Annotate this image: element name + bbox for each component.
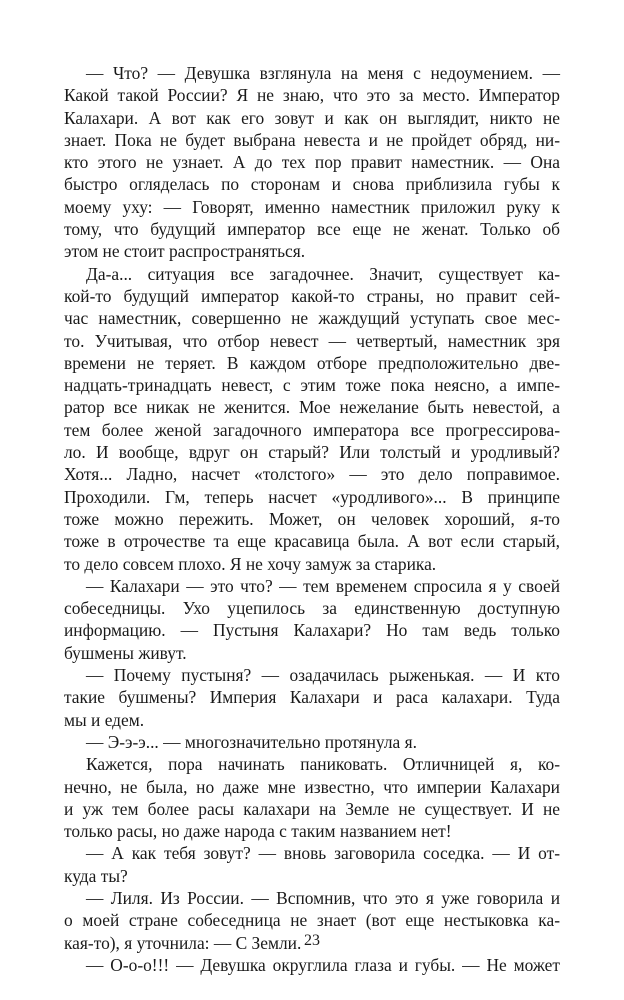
book-page-text	[64, 62, 560, 976]
text-line: бушмены живут.	[64, 642, 187, 663]
text-line: времени не теряет. В каждом отборе предположительно две-	[64, 352, 560, 373]
text-line: — Что? — Девушка взглянула на меня с недоумением. —	[86, 63, 560, 83]
text-line: такие бушмены? Империя Калахари и раса калахари. Туда	[64, 687, 560, 708]
text-line: Проходили. Гм, теперь насчет «уродливого»... В принципе	[64, 486, 560, 507]
text-line: Кажется, пора начинать паниковать. Отличницей я, ко-	[86, 754, 560, 775]
text-line: — О-о-о!!! — Девушка округлила глаза и губы. — Не может	[86, 954, 560, 975]
text-line: — Калахари — это что? — тем временем спросила я у своей	[86, 575, 560, 596]
text-line: куда ты?	[64, 865, 128, 886]
text-line: — Почему пустыня? — озадачилась рыженькая. — И кто	[86, 665, 560, 686]
text-line: и уж тем более расы калахари на Земле не существует. И не	[64, 798, 560, 819]
text-line: этом не стоит распространяться.	[64, 241, 306, 262]
text-line: моему уху: — Говорят, именно наместник приложил руку к	[64, 196, 560, 217]
text-line: только расы, но даже народа с таким названием нет!	[64, 821, 452, 842]
text-line: Да-а... ситуация все загадочнее. Значит, существует ка-	[86, 263, 560, 284]
text-line: час наместник, совершенно не жаждущий уступать свое мес-	[64, 308, 560, 329]
text-line: Калахари. А вот как его зовут и как он выглядит, никто не	[64, 107, 560, 128]
text-line: ратор все никак не женится. Мое нежелание быть невестой, а	[64, 397, 560, 418]
text-line: тоже можно пережить. Может, он человек хороший, я-то	[64, 508, 560, 529]
text-line: кой-то будущий император какой-то страны, но правит сей-	[64, 285, 560, 306]
text-line: тоже в отрочестве та еще красавица была. А вот если старый,	[64, 531, 560, 552]
text-line: нечно, не была, но даже мне известно, что империи Калахари	[64, 776, 560, 797]
text-line: мы и едем.	[64, 709, 145, 730]
text-line: то. Учитывая, что отбор невест — четвертый, наместник зря	[64, 330, 560, 351]
text-line: знает. Пока не будет выбрана невеста и не пройдет обряд, ни-	[64, 129, 560, 150]
page-number: 23	[304, 932, 320, 949]
text-line: — Лиля. Из России. — Вспомнив, что это я уже говорила и	[86, 887, 560, 908]
text-line: — Э-э-э... — многозначительно протянула я.	[86, 731, 417, 752]
text-line: о моей стране собеседница не знает (вот еще нестыковка ка-	[64, 910, 560, 931]
text-line: тому, что будущий император все еще не женат. Только об	[64, 219, 560, 240]
text-line: собеседницы. Ухо уцепилось за единственную доступную	[64, 598, 560, 619]
text-line: Хотя... Ладно, насчет «толстого» — это дело поправимое.	[64, 464, 560, 485]
text-line: то дело совсем плохо. Я не хочу замуж за старика.	[64, 553, 437, 574]
text-line: тем более женой загадочного императора все прогрессирова-	[64, 419, 560, 440]
text-line: быстро огляделась по сторонам и снова приблизила губы к	[64, 174, 560, 195]
text-line: кто этого не узнает. А до тех пор правит наместник. — Она	[64, 152, 560, 173]
text-line: ло. И вообще, вдруг он старый? Или толстый и уродливый?	[64, 442, 560, 463]
text-line: — А как тебя зовут? — вновь заговорила соседка. — И от-	[86, 843, 560, 864]
text-line: информацию. — Пустыня Калахари? Но там ведь только	[64, 620, 560, 641]
text-line: кая-то), я уточнила: — С Земли.	[64, 932, 302, 953]
text-line: Какой такой России? Я не знаю, что это за место. Император	[64, 85, 560, 106]
text-line: надцать-тринадцать невест, с этим тоже пока неясно, а импе-	[64, 375, 560, 396]
